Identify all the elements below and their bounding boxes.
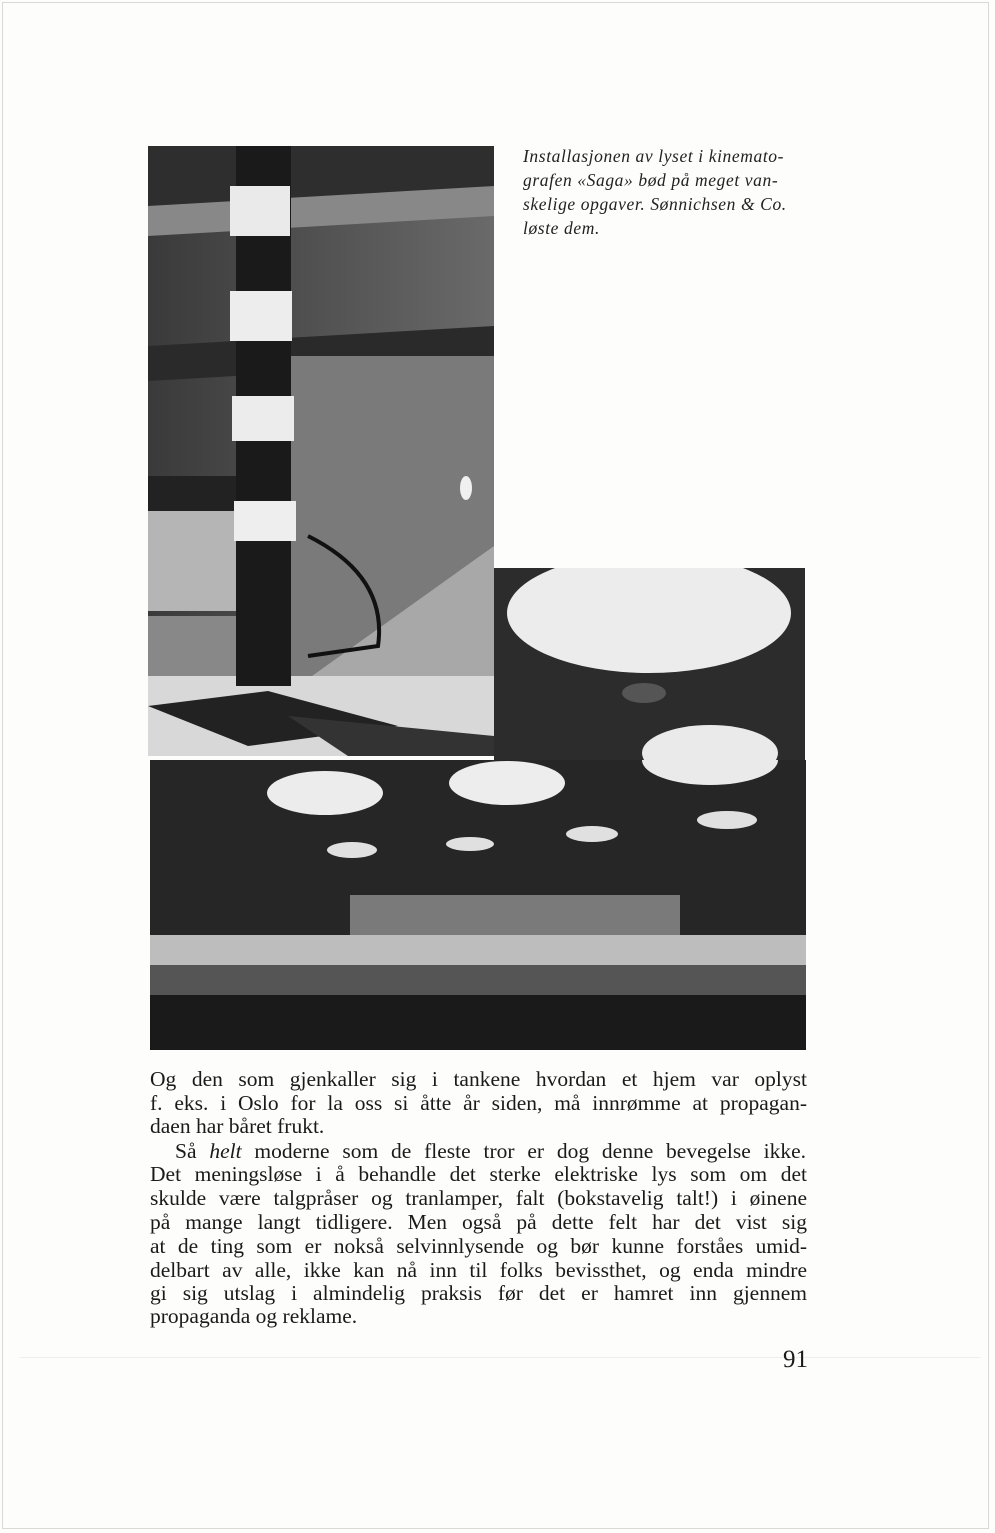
caption-line: løste dem. [523, 218, 600, 238]
body-line: propaganda og reklame. [150, 1304, 358, 1328]
caption-line: grafen «Saga» bød på meget van- [523, 170, 779, 190]
body-line: f. eks. i Oslo for la oss si åtte år siden, må innrømme at propagan- [150, 1091, 807, 1115]
body-line: at de ting som er nokså selvinnlysende og bør kunne forståes umid- [150, 1234, 807, 1258]
photo-ceiling [494, 568, 805, 760]
caption-line: Installasjonen av lyset i kinemato- [523, 146, 785, 166]
caption-line: skelige opgaver. Sønnichsen & Co. [523, 194, 787, 214]
body-line: delbart av alle, ikke kan nå inn til folks bevissthet, og enda mindre [150, 1258, 807, 1282]
photo-staircase [148, 146, 494, 756]
body-line-emphasis [175, 1139, 806, 1163]
emphasis: helt [209, 1139, 242, 1163]
body-line: Det meningsløse i å behandle det sterke elektriske lys som om det [150, 1162, 807, 1186]
body-line: skulde være talgpråser og tranlamper, falt (bokstavelig talt!) i øinene [150, 1186, 807, 1210]
page-number: 91 [783, 1346, 808, 1373]
body-line: gi sig utslag i almindelig praksis før det er hamret inn gjennem [150, 1281, 807, 1305]
body-line: på mange langt tidligere. Men også på dette felt har det vist sig [150, 1210, 807, 1234]
text: Så [175, 1139, 210, 1163]
divider [20, 1357, 980, 1358]
body-line: Og den som gjenkaller sig i tankene hvordan et hjem var oplyst [150, 1067, 807, 1091]
photo-auditorium [150, 760, 806, 1050]
text: moderne som de fleste tror er dog denne bevegelse ikke. [241, 1139, 806, 1163]
body-line: daen har båret frukt. [150, 1114, 325, 1138]
